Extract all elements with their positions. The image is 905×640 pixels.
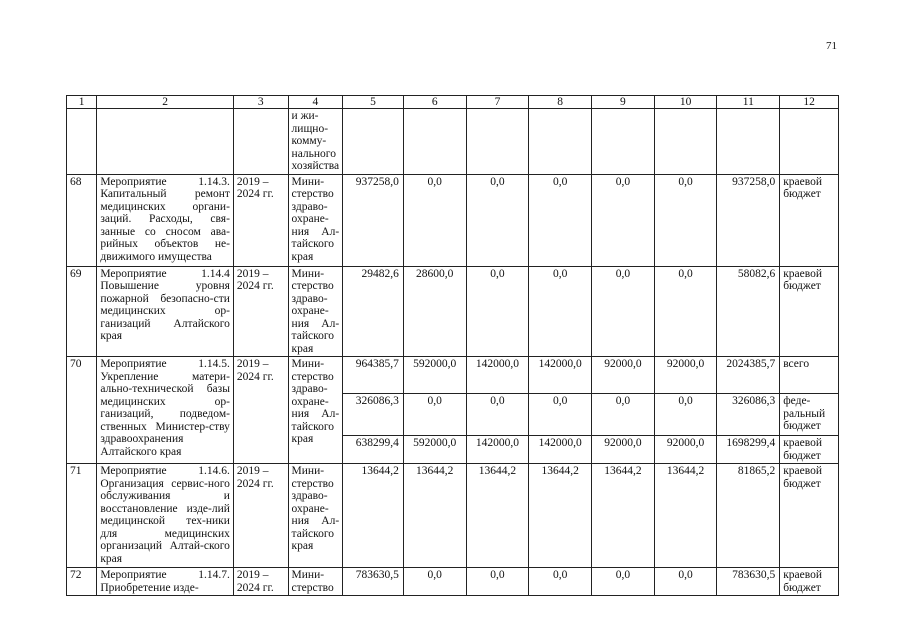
- col-number: 1: [67, 96, 97, 109]
- value-cell: 0,0: [529, 266, 592, 357]
- value-cell: 13644,2: [529, 464, 592, 568]
- table-row: [67, 357, 839, 394]
- column-number-row: [67, 96, 839, 109]
- period: 2019 – 2024 гг.: [233, 568, 288, 596]
- table-row: [67, 464, 839, 568]
- value-cell: 964385,7: [343, 357, 404, 394]
- value-cell: 638299,4: [343, 436, 404, 464]
- period: 2019 – 2024 гг.: [233, 174, 288, 266]
- measure-title: Мероприятие 1.14.6. Организация сервис-ного обслуживания и восстановление изде-лий медицинской тех-ники для медицинских организаций Алтай-ского края: [97, 464, 234, 568]
- funding-source: краевой бюджет: [780, 464, 839, 568]
- period: 2019 – 2024 гг.: [233, 464, 288, 568]
- value-cell: 0,0: [466, 174, 529, 266]
- measure-title: Мероприятие 1.14.4 Повышение уровня пожарной безопасно-сти медицинских ор-ганизаций Алтайского края: [97, 266, 234, 357]
- value-cell: 0,0: [529, 568, 592, 596]
- value-cell: 13644,2: [343, 464, 404, 568]
- col-number: 3: [233, 96, 288, 109]
- total-cell: 81865,2: [717, 464, 780, 568]
- value-cell: 0,0: [529, 174, 592, 266]
- col-number: 12: [780, 96, 839, 109]
- value-cell: 13644,2: [466, 464, 529, 568]
- value-cell: 142000,0: [466, 436, 529, 464]
- value-cell: 92000,0: [654, 357, 717, 394]
- total-cell: 326086,3: [717, 394, 780, 436]
- table-row: [67, 174, 839, 266]
- funding-source: феде-ральный бюджет: [780, 394, 839, 436]
- value-cell: 0,0: [592, 174, 655, 266]
- period: 2019 – 2024 гг.: [233, 266, 288, 357]
- executor-cell: Мини-стерство здраво-охране-ния Ал-тайского края: [288, 357, 343, 464]
- executor-cell: Мини-стерство здраво-охране-ния Ал-тайского края: [288, 266, 343, 357]
- page-number: 71: [826, 40, 837, 52]
- value-cell: 0,0: [654, 174, 717, 266]
- value-cell: 0,0: [529, 394, 592, 436]
- col-number: 8: [529, 96, 592, 109]
- col-number: 5: [343, 96, 404, 109]
- total-cell: 783630,5: [717, 568, 780, 596]
- funding-source: краевой бюджет: [780, 266, 839, 357]
- table-row: [67, 266, 839, 357]
- value-cell: 0,0: [654, 394, 717, 436]
- period: 2019 – 2024 гг.: [233, 357, 288, 464]
- value-cell: 92000,0: [592, 436, 655, 464]
- value-cell: 0,0: [466, 266, 529, 357]
- value-cell: 0,0: [466, 568, 529, 596]
- value-cell: 0,0: [466, 394, 529, 436]
- col-number: 4: [288, 96, 343, 109]
- value-cell: 28600,0: [403, 266, 466, 357]
- measure-title: Мероприятие 1.14.7. Приобретение изде-: [97, 568, 234, 596]
- value-cell: 592000,0: [403, 357, 466, 394]
- funding-source: всего: [780, 357, 839, 394]
- value-cell: 0,0: [592, 266, 655, 357]
- funding-source: краевой бюджет: [780, 436, 839, 464]
- value-cell: 0,0: [403, 174, 466, 266]
- executor-cell: Мини-стерство здраво-охране-ния Ал-тайского края: [288, 464, 343, 568]
- row-number: 70: [67, 357, 97, 464]
- value-cell: 29482,6: [343, 266, 404, 357]
- value-cell: 142000,0: [529, 436, 592, 464]
- value-cell: 13644,2: [654, 464, 717, 568]
- value-cell: 142000,0: [529, 357, 592, 394]
- program-table: [66, 95, 839, 596]
- value-cell: 142000,0: [466, 357, 529, 394]
- executor-cell: Мини-стерство: [288, 568, 343, 596]
- col-number: 9: [592, 96, 655, 109]
- col-number: 11: [717, 96, 780, 109]
- value-cell: 0,0: [592, 568, 655, 596]
- value-cell: 0,0: [654, 266, 717, 357]
- funding-source: краевой бюджет: [780, 568, 839, 596]
- row-number: 71: [67, 464, 97, 568]
- value-cell: 783630,5: [343, 568, 404, 596]
- col-number: 6: [403, 96, 466, 109]
- col-number: 10: [654, 96, 717, 109]
- table-row: [67, 568, 839, 596]
- col-number: 7: [466, 96, 529, 109]
- value-cell: 13644,2: [592, 464, 655, 568]
- measure-title: Мероприятие 1.14.3. Капитальный ремонт медицинских органи-заций. Расходы, свя-занные со сносом ава-рийных объектов не-движимого имущества: [97, 174, 234, 266]
- total-cell: 58082,6: [717, 266, 780, 357]
- table-row-continued: [67, 109, 839, 175]
- value-cell: 937258,0: [343, 174, 404, 266]
- funding-source: краевой бюджет: [780, 174, 839, 266]
- row-number: 68: [67, 174, 97, 266]
- row-number: 69: [67, 266, 97, 357]
- value-cell: 0,0: [403, 394, 466, 436]
- row-number: 72: [67, 568, 97, 596]
- value-cell: 13644,2: [403, 464, 466, 568]
- total-cell: 1698299,4: [717, 436, 780, 464]
- value-cell: 92000,0: [654, 436, 717, 464]
- total-cell: 937258,0: [717, 174, 780, 266]
- value-cell: 0,0: [592, 394, 655, 436]
- value-cell: 92000,0: [592, 357, 655, 394]
- value-cell: 0,0: [403, 568, 466, 596]
- total-cell: 2024385,7: [717, 357, 780, 394]
- measure-title: Мероприятие 1.14.5. Укрепление матери-ально-технической базы медицинских ор-ганизаций, подведом-ственных Министер-ству здравоохранения Алтайского края: [97, 357, 234, 464]
- col-number: 2: [97, 96, 234, 109]
- value-cell: 592000,0: [403, 436, 466, 464]
- executor-cell: Мини-стерство здраво-охране-ния Ал-тайского края: [288, 174, 343, 266]
- value-cell: 326086,3: [343, 394, 404, 436]
- executor-cell: и жи- лищно- комму- нального хозяйства: [288, 109, 343, 175]
- value-cell: 0,0: [654, 568, 717, 596]
